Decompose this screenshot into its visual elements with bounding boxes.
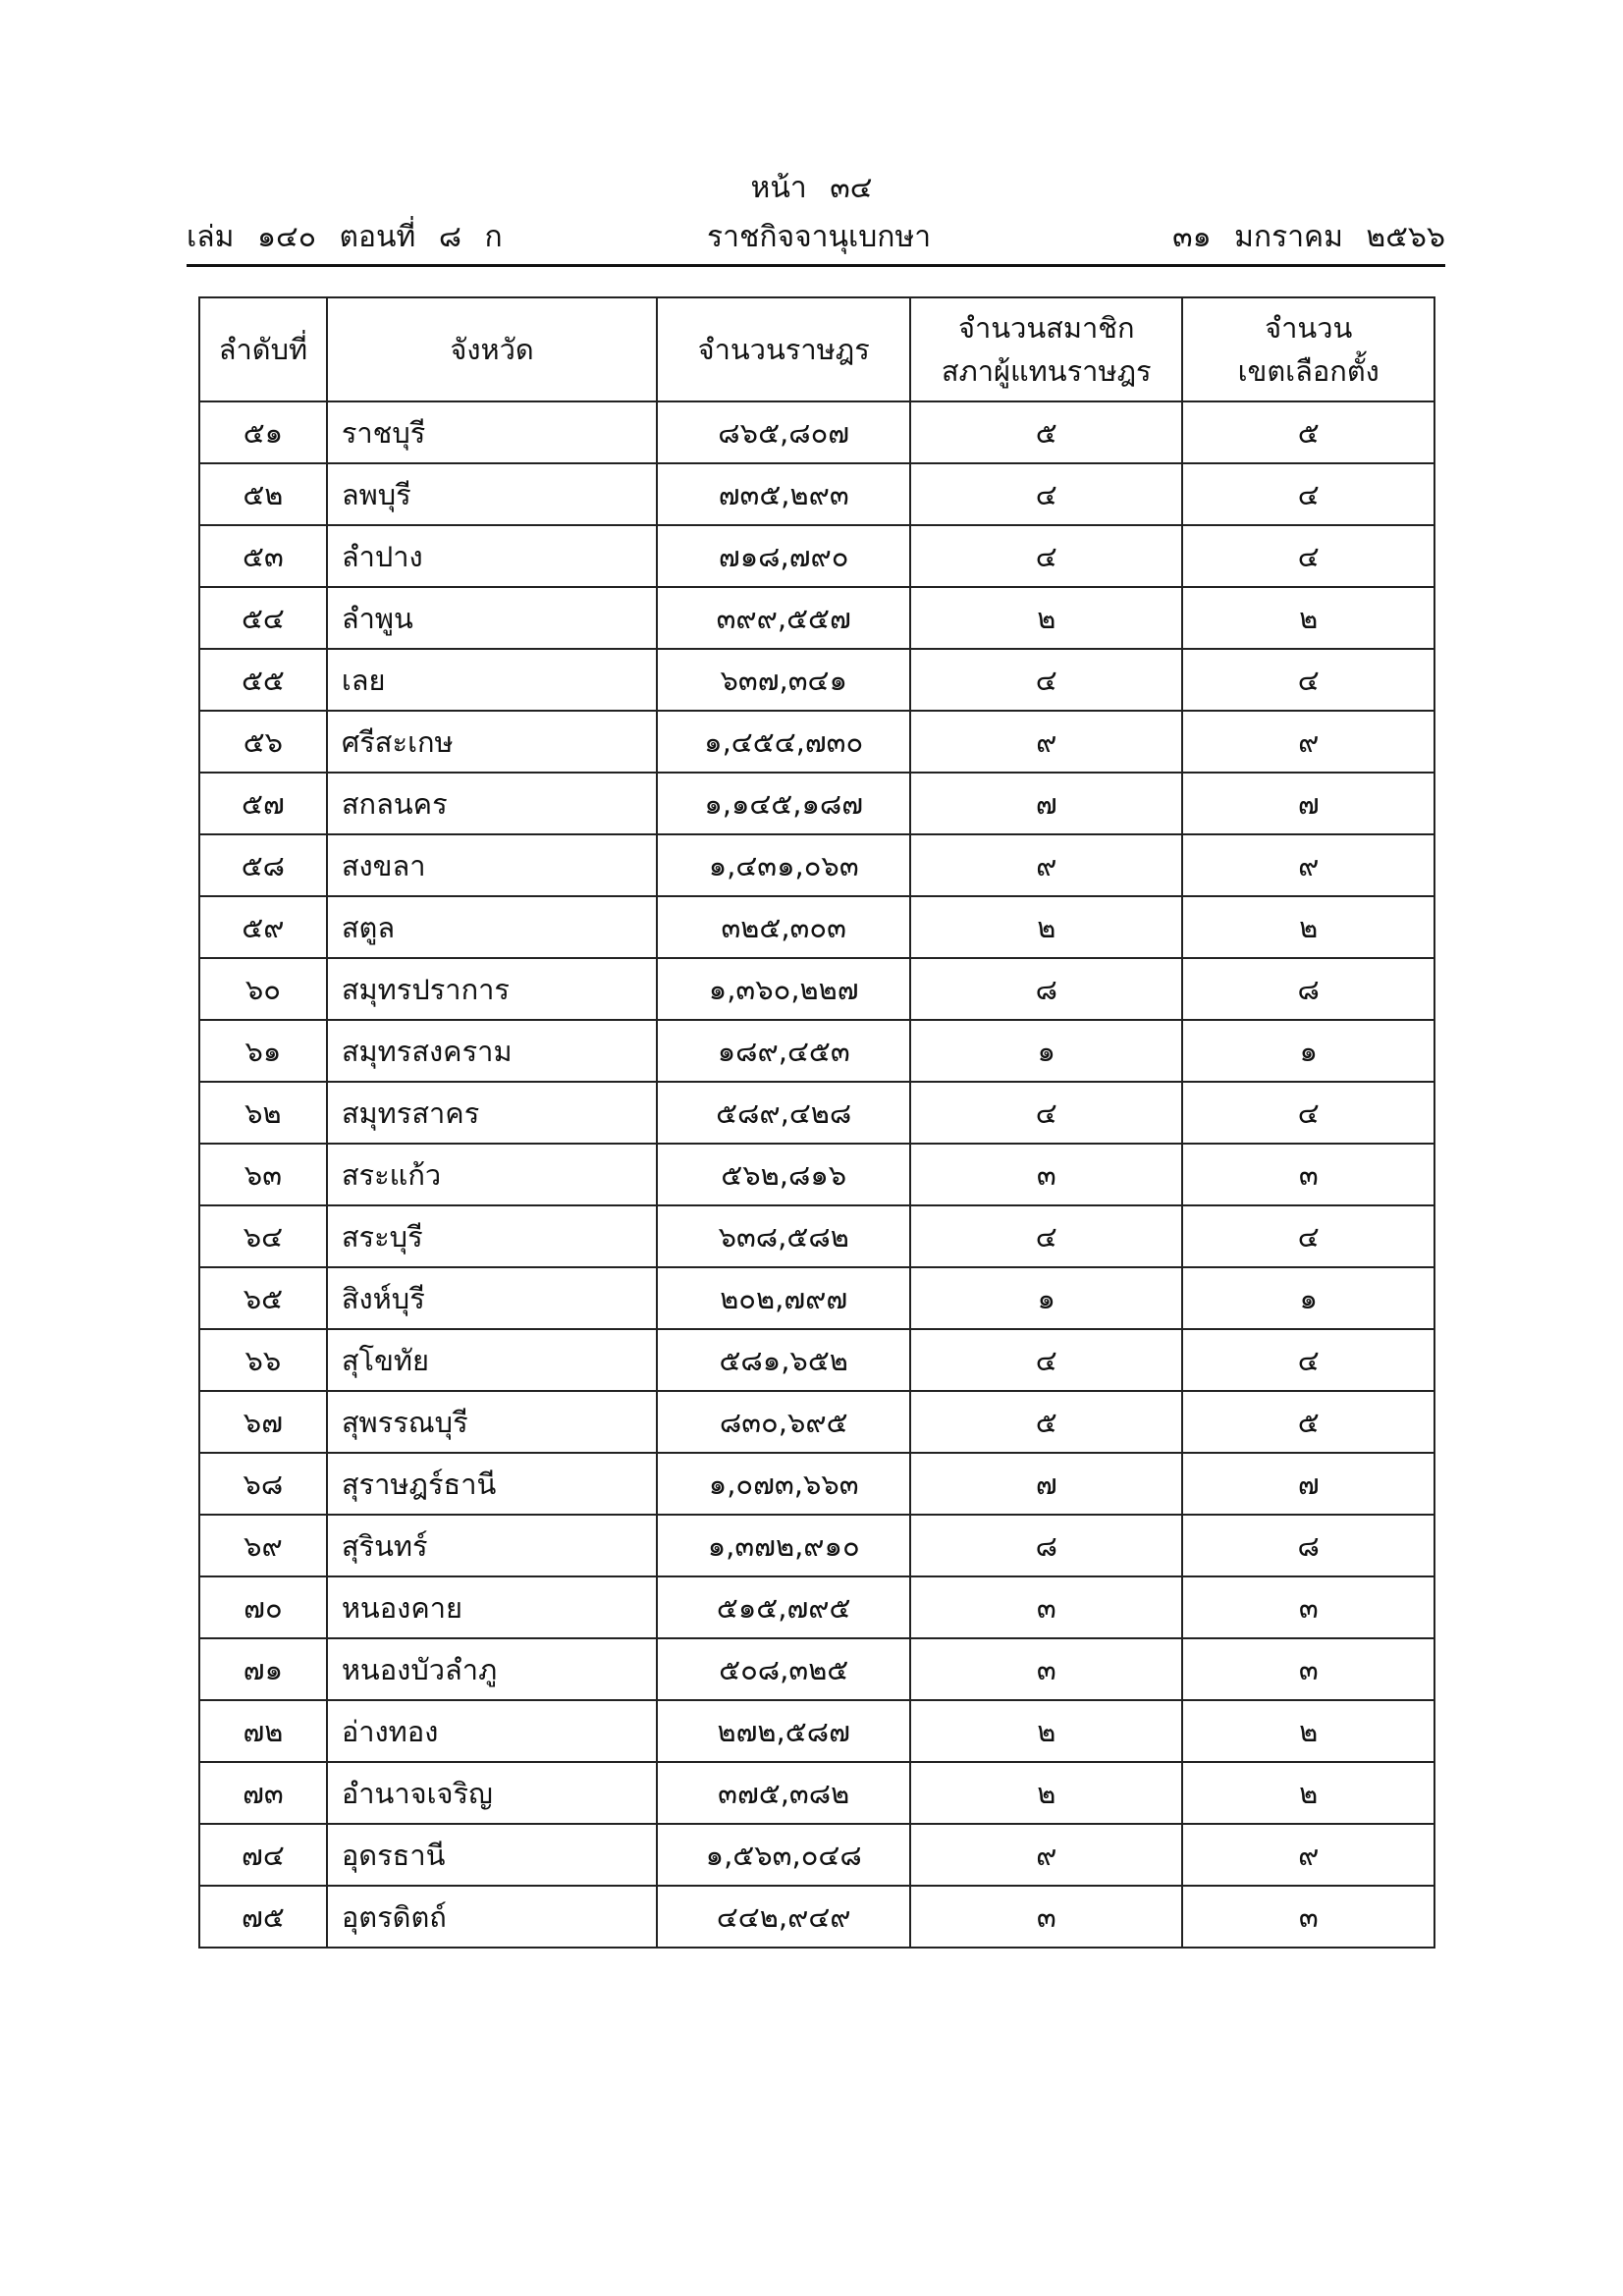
table-row xyxy=(199,958,1434,1020)
cell-population: ๗๓๕,๒๙๓ xyxy=(657,463,910,525)
cell-order: ๖๔ xyxy=(199,1205,327,1267)
cell-order: ๗๑ xyxy=(199,1638,327,1700)
cell-districts: ๗ xyxy=(1182,1453,1434,1515)
table-row xyxy=(199,401,1434,463)
cell-province: สมุทรปราการ xyxy=(327,958,658,1020)
cell-population: ๕๑๕,๗๙๕ xyxy=(657,1576,910,1638)
table-row xyxy=(199,1576,1434,1638)
cell-members: ๑ xyxy=(910,1020,1182,1082)
cell-population: ๑๘๙,๔๕๓ xyxy=(657,1020,910,1082)
cell-order: ๗๐ xyxy=(199,1576,327,1638)
cell-province: สมุทรสาคร xyxy=(327,1082,658,1144)
table-row xyxy=(199,711,1434,773)
cell-order: ๖๕ xyxy=(199,1267,327,1329)
cell-districts: ๒ xyxy=(1182,896,1434,958)
cell-province: อ่างทอง xyxy=(327,1700,658,1762)
cell-population: ๖๓๗,๓๔๑ xyxy=(657,649,910,711)
cell-members: ๘ xyxy=(910,1515,1182,1576)
column-header-districts-line1: จำนวน xyxy=(1265,311,1353,345)
cell-members: ๔ xyxy=(910,525,1182,587)
column-header-population: จำนวนราษฎร xyxy=(657,297,910,401)
table-row xyxy=(199,525,1434,587)
cell-population: ๕๖๒,๘๑๖ xyxy=(657,1144,910,1205)
cell-population: ๕๐๘,๓๒๕ xyxy=(657,1638,910,1700)
table-header-row xyxy=(199,297,1434,401)
cell-districts: ๔ xyxy=(1182,1329,1434,1391)
cell-population: ๘๖๕,๘๐๗ xyxy=(657,401,910,463)
cell-population: ๑,๑๔๕,๑๘๗ xyxy=(657,773,910,834)
cell-order: ๗๔ xyxy=(199,1824,327,1886)
cell-districts: ๒ xyxy=(1182,1762,1434,1824)
cell-order: ๖๖ xyxy=(199,1329,327,1391)
cell-population: ๓๒๕,๓๐๓ xyxy=(657,896,910,958)
cell-members: ๔ xyxy=(910,1329,1182,1391)
cell-province: สระแก้ว xyxy=(327,1144,658,1205)
cell-districts: ๘ xyxy=(1182,958,1434,1020)
cell-order: ๕๕ xyxy=(199,649,327,711)
cell-province: สระบุรี xyxy=(327,1205,658,1267)
column-header-members-line1: จำนวนสมาชิก xyxy=(957,311,1135,345)
cell-province: ลพบุรี xyxy=(327,463,658,525)
cell-population: ๗๑๘,๗๙๐ xyxy=(657,525,910,587)
column-header-members-line2: สภาผู้แทนราษฎร xyxy=(941,354,1152,388)
table-row xyxy=(199,1144,1434,1205)
cell-members: ๘ xyxy=(910,958,1182,1020)
table-row xyxy=(199,1638,1434,1700)
cell-province: อำนาจเจริญ xyxy=(327,1762,658,1824)
cell-members: ๓ xyxy=(910,1576,1182,1638)
cell-districts: ๒ xyxy=(1182,1700,1434,1762)
cell-districts: ๙ xyxy=(1182,1824,1434,1886)
cell-province: สุพรรณบุรี xyxy=(327,1391,658,1453)
cell-order: ๗๒ xyxy=(199,1700,327,1762)
table-row xyxy=(199,1205,1434,1267)
cell-province: หนองคาย xyxy=(327,1576,658,1638)
column-header-province: จังหวัด xyxy=(327,297,658,401)
cell-members: ๒ xyxy=(910,1700,1182,1762)
cell-order: ๕๖ xyxy=(199,711,327,773)
table-row xyxy=(199,773,1434,834)
table-body xyxy=(199,401,1434,1948)
cell-members: ๔ xyxy=(910,463,1182,525)
table-row xyxy=(199,1886,1434,1948)
cell-members: ๓ xyxy=(910,1886,1182,1948)
table-row xyxy=(199,649,1434,711)
cell-members: ๓ xyxy=(910,1638,1182,1700)
cell-province: สุโขทัย xyxy=(327,1329,658,1391)
cell-population: ๑,๔๓๑,๐๖๓ xyxy=(657,834,910,896)
cell-population: ๑,๔๕๔,๗๓๐ xyxy=(657,711,910,773)
cell-members: ๗ xyxy=(910,773,1182,834)
table-row xyxy=(199,1082,1434,1144)
cell-order: ๕๓ xyxy=(199,525,327,587)
cell-province: หนองบัวลำภู xyxy=(327,1638,658,1700)
cell-population: ๓๗๕,๓๘๒ xyxy=(657,1762,910,1824)
cell-order: ๕๔ xyxy=(199,587,327,649)
province-table xyxy=(198,296,1435,1949)
table-row xyxy=(199,1515,1434,1576)
cell-members: ๒ xyxy=(910,1762,1182,1824)
cell-districts: ๔ xyxy=(1182,1205,1434,1267)
cell-districts: ๒ xyxy=(1182,587,1434,649)
volume-issue: เล่ม ๑๔๐ ตอนที่ ๘ ก xyxy=(187,220,503,254)
cell-population: ๕๘๙,๔๒๘ xyxy=(657,1082,910,1144)
header-rule xyxy=(187,264,1445,267)
table-row xyxy=(199,1700,1434,1762)
cell-districts: ๙ xyxy=(1182,711,1434,773)
cell-members: ๓ xyxy=(910,1144,1182,1205)
cell-districts: ๕ xyxy=(1182,401,1434,463)
column-header-members xyxy=(910,297,1182,401)
gazette-header xyxy=(187,214,1445,261)
gazette-name: ราชกิจจานุเบกษา xyxy=(707,220,932,254)
cell-order: ๖๑ xyxy=(199,1020,327,1082)
cell-province: เลย xyxy=(327,649,658,711)
cell-order: ๖๓ xyxy=(199,1144,327,1205)
page-number: หน้า ๓๔ xyxy=(750,171,873,205)
table-row xyxy=(199,1329,1434,1391)
cell-population: ๓๙๙,๕๕๗ xyxy=(657,587,910,649)
column-header-districts-line2: เขตเลือกตั้ง xyxy=(1237,354,1380,388)
cell-province: ศรีสะเกษ xyxy=(327,711,658,773)
cell-province: สกลนคร xyxy=(327,773,658,834)
column-header-districts xyxy=(1182,297,1434,401)
cell-order: ๖๗ xyxy=(199,1391,327,1453)
cell-province: ราชบุรี xyxy=(327,401,658,463)
table-row xyxy=(199,834,1434,896)
cell-population: ๑,๓๗๒,๙๑๐ xyxy=(657,1515,910,1576)
cell-districts: ๔ xyxy=(1182,1082,1434,1144)
cell-order: ๗๕ xyxy=(199,1886,327,1948)
table-row xyxy=(199,896,1434,958)
cell-population: ๒๗๒,๕๘๗ xyxy=(657,1700,910,1762)
cell-members: ๑ xyxy=(910,1267,1182,1329)
cell-districts: ๓ xyxy=(1182,1886,1434,1948)
cell-districts: ๓ xyxy=(1182,1576,1434,1638)
cell-members: ๒ xyxy=(910,587,1182,649)
publication-date: ๓๑ มกราคม ๒๕๖๖ xyxy=(1172,220,1445,254)
cell-population: ๑,๕๖๓,๐๔๘ xyxy=(657,1824,910,1886)
cell-members: ๔ xyxy=(910,1205,1182,1267)
cell-order: ๖๘ xyxy=(199,1453,327,1515)
cell-districts: ๗ xyxy=(1182,773,1434,834)
cell-order: ๗๓ xyxy=(199,1762,327,1824)
cell-population: ๖๓๘,๕๘๒ xyxy=(657,1205,910,1267)
cell-population: ๒๐๒,๗๙๗ xyxy=(657,1267,910,1329)
cell-province: ลำพูน xyxy=(327,587,658,649)
cell-districts: ๔ xyxy=(1182,525,1434,587)
cell-province: สตูล xyxy=(327,896,658,958)
table-row xyxy=(199,1453,1434,1515)
cell-province: อุตรดิตถ์ xyxy=(327,1886,658,1948)
cell-order: ๕๗ xyxy=(199,773,327,834)
cell-province: สมุทรสงคราม xyxy=(327,1020,658,1082)
cell-order: ๕๑ xyxy=(199,401,327,463)
cell-districts: ๑ xyxy=(1182,1267,1434,1329)
cell-members: ๙ xyxy=(910,834,1182,896)
cell-order: ๕๙ xyxy=(199,896,327,958)
cell-order: ๕๘ xyxy=(199,834,327,896)
cell-province: สุรินทร์ xyxy=(327,1515,658,1576)
cell-province: สิงห์บุรี xyxy=(327,1267,658,1329)
cell-members: ๙ xyxy=(910,1824,1182,1886)
cell-districts: ๓ xyxy=(1182,1638,1434,1700)
table-row xyxy=(199,1762,1434,1824)
cell-order: ๖๒ xyxy=(199,1082,327,1144)
cell-members: ๔ xyxy=(910,649,1182,711)
column-header-order: ลำดับที่ xyxy=(199,297,327,401)
cell-province: สุราษฎร์ธานี xyxy=(327,1453,658,1515)
cell-districts: ๔ xyxy=(1182,649,1434,711)
cell-districts: ๘ xyxy=(1182,1515,1434,1576)
cell-districts: ๙ xyxy=(1182,834,1434,896)
cell-province: สงขลา xyxy=(327,834,658,896)
cell-members: ๔ xyxy=(910,1082,1182,1144)
cell-order: ๖๙ xyxy=(199,1515,327,1576)
cell-members: ๒ xyxy=(910,896,1182,958)
table-row xyxy=(199,1020,1434,1082)
table-row xyxy=(199,1267,1434,1329)
cell-members: ๕ xyxy=(910,401,1182,463)
cell-members: ๕ xyxy=(910,1391,1182,1453)
cell-districts: ๓ xyxy=(1182,1144,1434,1205)
cell-districts: ๑ xyxy=(1182,1020,1434,1082)
table-row xyxy=(199,1391,1434,1453)
cell-population: ๘๓๐,๖๙๕ xyxy=(657,1391,910,1453)
table-row xyxy=(199,1824,1434,1886)
cell-order: ๖๐ xyxy=(199,958,327,1020)
table-row xyxy=(199,587,1434,649)
cell-population: ๔๔๒,๙๔๙ xyxy=(657,1886,910,1948)
cell-population: ๕๘๑,๖๕๒ xyxy=(657,1329,910,1391)
cell-province: อุดรธานี xyxy=(327,1824,658,1886)
cell-population: ๑,๓๖๐,๒๒๗ xyxy=(657,958,910,1020)
cell-province: ลำปาง xyxy=(327,525,658,587)
cell-population: ๑,๐๗๓,๖๖๓ xyxy=(657,1453,910,1515)
cell-members: ๗ xyxy=(910,1453,1182,1515)
cell-members: ๙ xyxy=(910,711,1182,773)
table-row xyxy=(199,463,1434,525)
cell-districts: ๔ xyxy=(1182,463,1434,525)
cell-order: ๕๒ xyxy=(199,463,327,525)
cell-districts: ๕ xyxy=(1182,1391,1434,1453)
